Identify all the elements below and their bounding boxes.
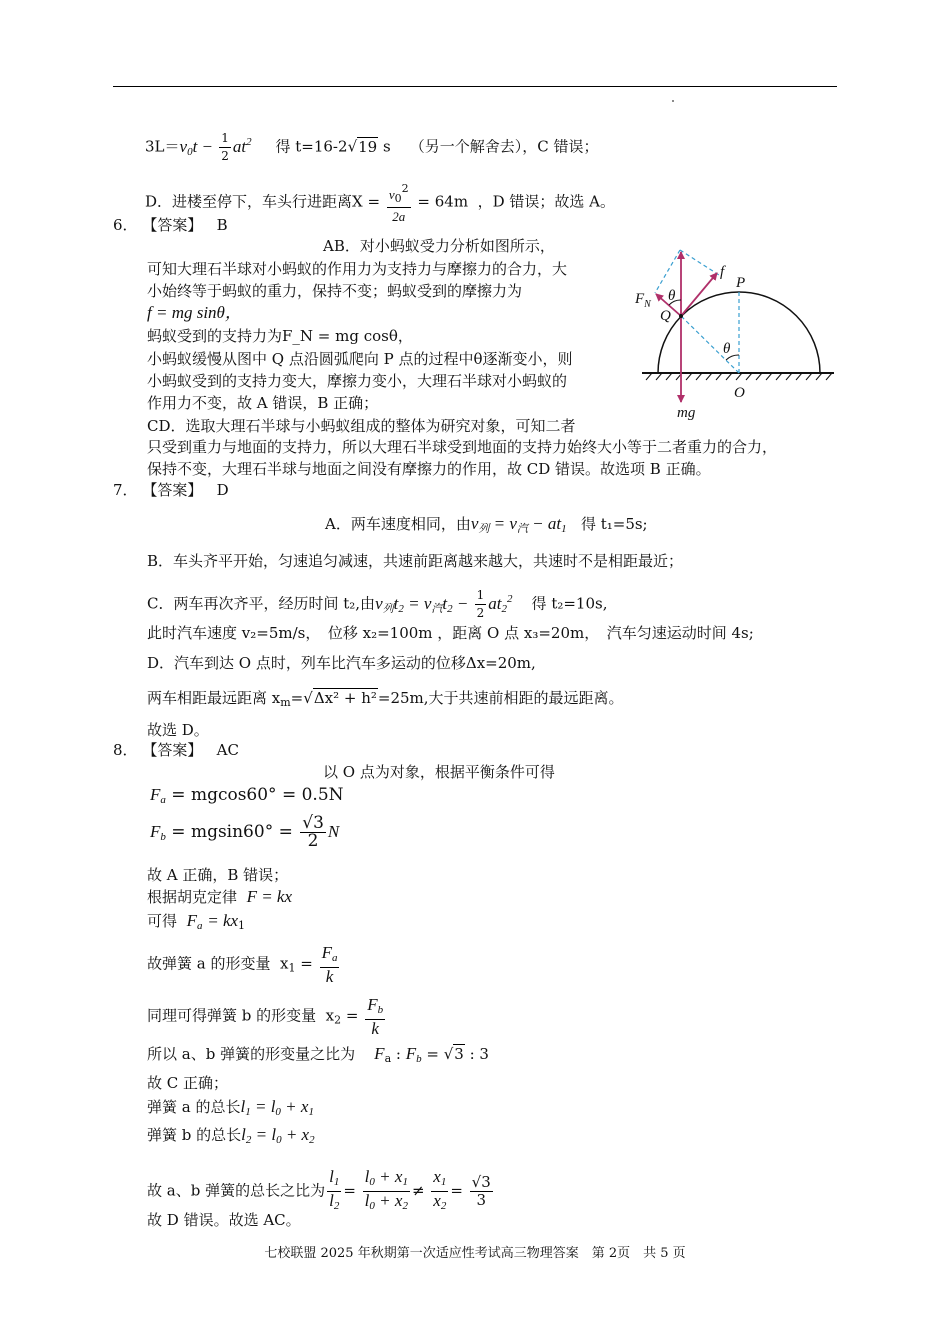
q8-line1: 故 A 正确，B 错误； (147, 866, 289, 884)
q8-header: 8． 【答案】 AC (113, 741, 239, 759)
force-diagram (628, 240, 848, 425)
q6-line-0: AB．对小蚂蚁受力分析如图所示， (323, 237, 555, 255)
q8-intro: 以 O 点为对象，根据平衡条件可得 (323, 763, 555, 781)
friction-arrow (681, 273, 717, 316)
q6-line-4: 蚂蚁受到的支持力为F_N = mg cosθ， (147, 327, 413, 345)
point-q (679, 314, 683, 318)
q6-line-10: 保持不变，大理石半球与地面之间没有摩擦力的作用，故 CD 错误。故选项 B 正确。 (147, 460, 711, 478)
page-footer: 七校联盟 2025 年秋期第一次适应性考试高三物理答案 第 2页 共 5 页 (264, 1246, 686, 1261)
label-p: P (736, 275, 746, 291)
q6-line-3: f = mg sinθ， (147, 303, 242, 322)
q8-line5: 同理可得弹簧 b 的形变量 $x_2$ = $\frac{F_b}{k}$ (147, 995, 384, 1038)
header-rule (113, 86, 837, 87)
q8-line8: 弹簧 a 的总长$l_1 = l_0 + x_1$ (147, 1097, 314, 1118)
q5-line1: $3L=v_0t$ − $\frac{1}{2}$ $at^2$ 得 t=16-2√19 s （另一个解舍去），C 错误； (145, 131, 599, 163)
q6-line-9: 只受到重力与地面的支持力，所以大理石半球受到地面的支持力始终大小等于二者重力的合力， (147, 438, 778, 456)
q6-line-7: 作用力不变，故 A 错误，B 正确； (147, 394, 379, 412)
q8-line10: 故 a、b 弹簧的总长之比为 $\frac{l_1}{l_2}$ = $\frac{l_0 + x_1}{l_0 + x_2}$ ≠ $\frac{x_1}{x_2}$ = $\frac{√3}{3}$ (147, 1167, 491, 1212)
q6-line-6: 小蚂蚁受到的支持力变大，摩擦力变小，大理石半球对小蚂蚁的 (147, 372, 568, 390)
q6-line-1: 可知大理石半球对小蚂蚁的作用力为支持力与摩擦力的合力，大 (147, 260, 568, 278)
ground-hatch (646, 373, 832, 380)
q7-header: 7． 【答案】 D (113, 481, 229, 499)
label-mg: mg (677, 405, 696, 421)
label-q: Q (660, 308, 671, 324)
q7-line-b: B．车头齐平开始，匀速追匀减速，共速前距离越来越大，共速时不是相距最近； (147, 552, 684, 570)
q8-eq2: $F_b = mgsin60^\circ$ = $\frac{√3}{2}$ N (150, 813, 340, 851)
q6-header: 6． 【答案】 B (113, 216, 228, 234)
q8-line6: 所以 a、b 弹簧的形变量之比为 $F_a$ : $F_b = √3$ : 3 (147, 1044, 489, 1065)
hemisphere-outline (658, 292, 820, 373)
q8-line7: 故 C 正确； (147, 1074, 229, 1092)
q7-conclusion: 故选 D。 (147, 721, 209, 739)
q8-line11: 故 D 错误。故选 AC。 (147, 1211, 301, 1229)
label-theta-q: θ (668, 288, 676, 304)
q7-line-d: D．汽车到达 O 点时，列车比汽车多运动的位移Δx=20m, (147, 654, 536, 672)
label-f: f (720, 264, 725, 280)
q8-line3: 可得 $F_a = kx_1$ (147, 911, 246, 932)
q8-line4: 故弹簧 a 的形变量 $x_1$ = $\frac{F_a}{k}$ (147, 943, 338, 986)
q5-line2: D．进楼至停下，车头行进距离X = $\frac{v02}{2a}$ = 64m ，D 错误；故选 A。 (145, 182, 615, 224)
label-theta-o: θ (723, 341, 731, 357)
q7-line-a: A．两车速度相同，由$v_列 = v_汽 - at_1$ 得 t₁=5s; (325, 514, 648, 535)
q7-line-c: C．两车再次齐平，经历时间 t₂,由$v_列t_2 = v_汽t_2$ − $\frac{1}{2}$ $at_2^2$ 得 t₂=10s, (147, 588, 608, 620)
label-o: O (734, 385, 745, 401)
q6-line-5: 小蚂蚁缓慢从图中 Q 点沿圆弧爬向 P 点的过程中θ逐渐变小，则 (147, 350, 573, 368)
header-dot (672, 100, 674, 102)
q7-line-d2: 两车相距最远距离 $x_m=√\Delta x^2 + h^2=25m$,大于共速前相距的最远距离。 (147, 689, 624, 709)
q6-line-8: CD．选取大理石半球与小蚂蚁组成的整体为研究对象，可知二者 (147, 417, 576, 435)
q8-line2: 根据胡克定律 F = kx (147, 887, 293, 906)
label-fn: $F_N$ (635, 291, 651, 310)
q8-line9: 弹簧 b 的总长$l_2 = l_0 + x_2$ (147, 1125, 315, 1146)
q7-line-c2: 此时汽车速度 v₂=5m/s， 位移 x₂=100m ，距离 O 点 x₃=20m， 汽车匀速运动时间 4s; (147, 624, 754, 642)
q6-line-2: 小始终等于蚂蚁的重力，保持不变；蚂蚁受到的摩擦力为 (147, 282, 523, 300)
q8-eq1: $F_a = mgcos60^\circ = 0.5N$ (150, 785, 344, 806)
